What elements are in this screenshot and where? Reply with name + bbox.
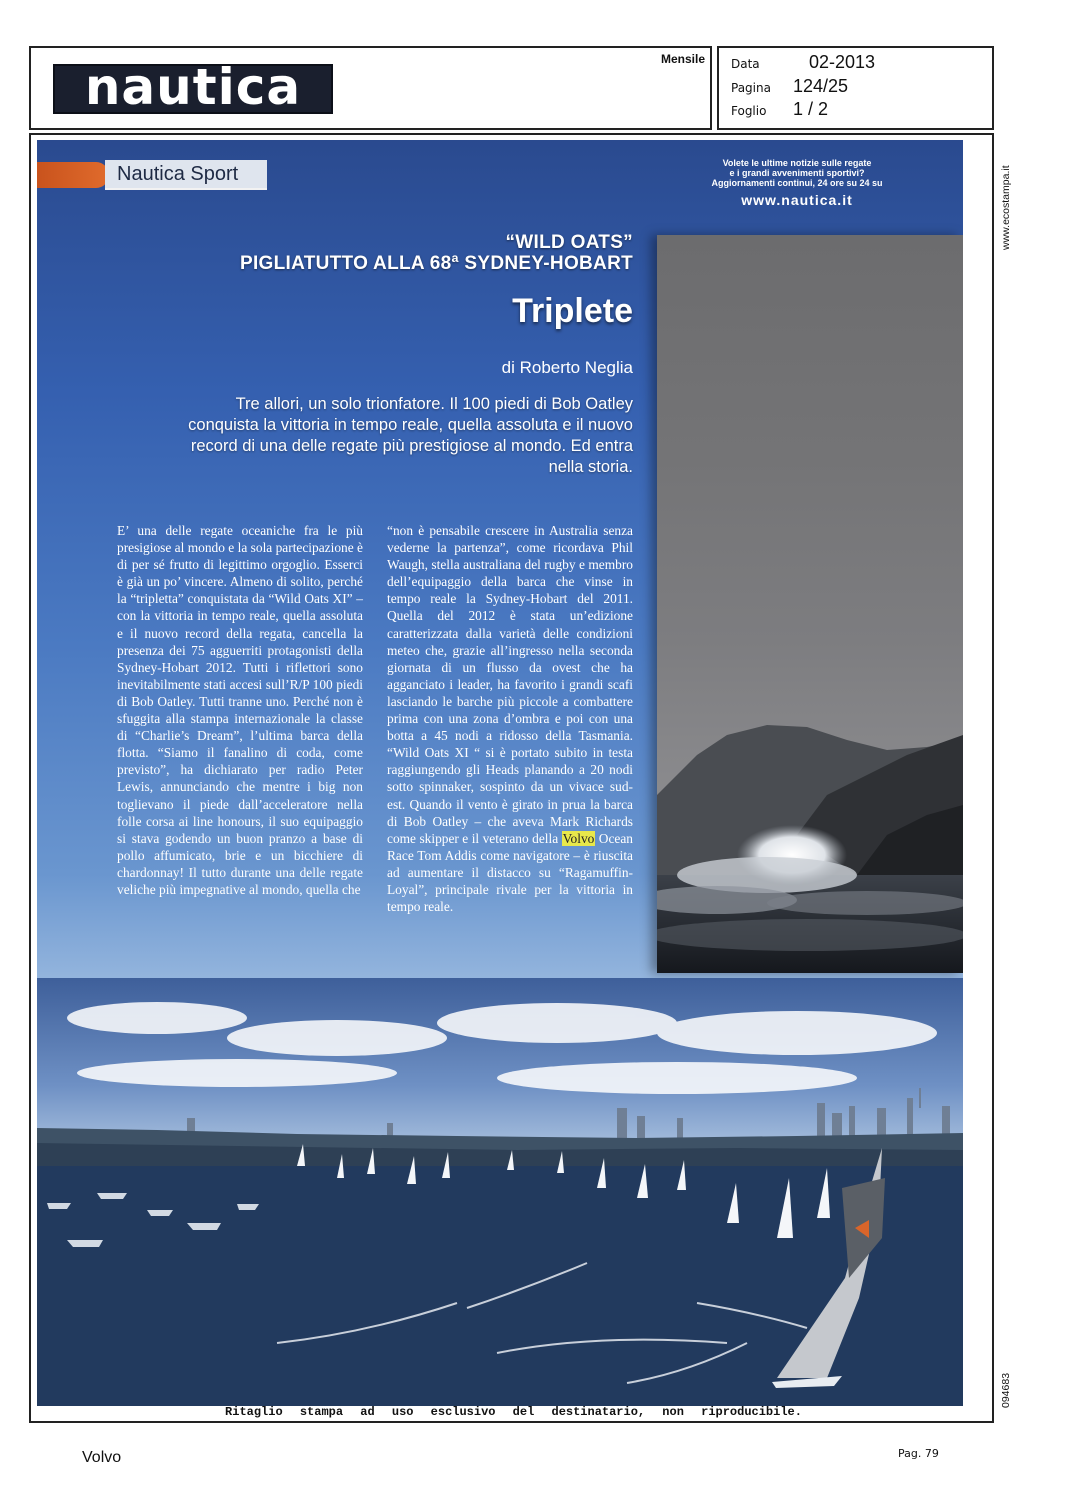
kicker-line-1: “WILD OATS” xyxy=(505,232,633,253)
article-frame xyxy=(29,133,994,1423)
nautica-logo xyxy=(53,58,333,116)
clipping-disclaimer: Ritaglio stampa ad uso esclusivo del destinatario, non riproducibile. xyxy=(225,1405,802,1419)
meta-value: 1 / 2 xyxy=(793,99,829,119)
harbour-start-photo xyxy=(37,978,963,1406)
highlighted-keyword: Volvo xyxy=(562,830,595,846)
article-title: Triplete xyxy=(512,292,633,330)
promo-url: www.nautica.it xyxy=(741,192,853,208)
ecostampa-site: www.ecostampa.it xyxy=(1000,165,1012,250)
frequency-label: Mensile xyxy=(660,52,705,66)
article-page xyxy=(37,140,963,1406)
meta-value: 02-2013 xyxy=(809,52,876,72)
harbour-illustration xyxy=(37,978,963,1406)
promo-box xyxy=(657,158,937,208)
cape-illustration xyxy=(657,235,963,973)
meta-row-foglio xyxy=(731,99,828,120)
promo-line: Aggiornamenti continui, 24 ore su 24 su xyxy=(711,178,883,188)
meta-label: Pagina xyxy=(731,81,771,95)
meta-label: Data xyxy=(731,57,760,71)
promo-line: Volete le ultime notizie sulle regate xyxy=(722,158,872,168)
section-tag xyxy=(105,160,267,190)
kicker-line-2: PIGLIATUTTO ALLA 68ª SYDNEY-HOBART xyxy=(239,253,633,274)
promo-line: e i grandi avvenimenti sportivi? xyxy=(729,168,865,178)
logo-text: nautica xyxy=(84,58,302,116)
section-accent xyxy=(37,162,109,188)
byline: di Roberto Neglia xyxy=(501,358,633,377)
meta-value: 124/25 xyxy=(793,76,849,96)
footer-page: Pag. 79 xyxy=(898,1447,939,1460)
cape-wave-photo xyxy=(657,235,963,973)
meta-row-pagina xyxy=(731,76,848,97)
meta-row-data xyxy=(731,52,875,73)
meta-label: Foglio xyxy=(731,104,767,118)
section-label: Nautica Sport xyxy=(117,162,239,185)
lead-paragraph: Tre allori, un solo trionfatore. Il 100 piedi di Bob Oatley conquista la vittoria in tempo reale, quella assoluta e il nuovo record di una delle regate più prestigiose al mondo. Ed entra nella storia. xyxy=(188,395,633,476)
body-text: “non è pensabile crescere in Australia senza vederne la partenza”, come ricordava Phil Waugh, stella australiana del rugby e membro dell’equipaggio della barca che vinse in tempo reale la Sydney-Hobart del 2011. Quella del 2012 è stata un’edizione caratterizzata dalla varietà delle condizioni meteo che, grazie all’ingresso nella seconda giornata di un flusso da ovest che ha agganciato i leader, ha favorito i grandi scafi lasciando le barche più piccole a combattere prima con una zona d’ombra e poi con una botta a 45 nodi a ridosso della Tasmania. “Wild Oats XI “ si è portato subito in testa raggiungendo gli Heads planando a 20 nodi sotto spinnaker, sospinto da un vivace sud-est. Quando il vento è girato in prua la barca di Bob Oatley – che aveva Mark Richards come skipper e il veterano della xyxy=(387,523,633,846)
body-column-1: E’ una delle regate oceaniche fra le più presigiose al mondo e la sola partecipazione è di per sé frutto di legittimo orgoglio. Esserci è già un po’ vincere. Almeno di solito, perché la “tripletta” conquistata da “Wild Oats XI” – con la vittoria in tempo reale, quella assoluta e il nuovo record della regata, cancella la presenza dei 75 agguerriti protagonisti della Sydney-Hobart 2012. Tutti i riflettori sono inevitabilmente stati accesi sull’R/P 100 piedi di Bob Oatley. Tutti tranne uno. Perché non è sfuggita alla stampa internazionale la classe di “Charlie’s Dream”, l’ultima barca della flotta. “Siamo il fanalino di coda, come previsto”, ha dichiarato per radio Peter Lewis, annunciando che mentre i big non toglievano il piede dall’acceleratore nella folle corsa ai line honours, il suo equipaggio si stava godendo un buon pranzo a base di pollo affumicato, brie e un bicchiere di chardonnay! Il tutto durante una delle regate veliche più impegnative al mondo, quella che xyxy=(117,523,363,897)
body-text: Ocean Race Tom Addis come navigatore – è riuscita ad aumentare il distacco su “Ragamuffin-Loyal”, principale rivale per la vittoria in tempo reale. xyxy=(387,830,634,915)
footer-keyword: Volvo xyxy=(82,1449,122,1466)
meta-box xyxy=(717,46,994,130)
clipping-code: 094683 xyxy=(1000,1372,1012,1408)
body-column-2 xyxy=(387,522,633,915)
masthead-box xyxy=(29,46,712,130)
